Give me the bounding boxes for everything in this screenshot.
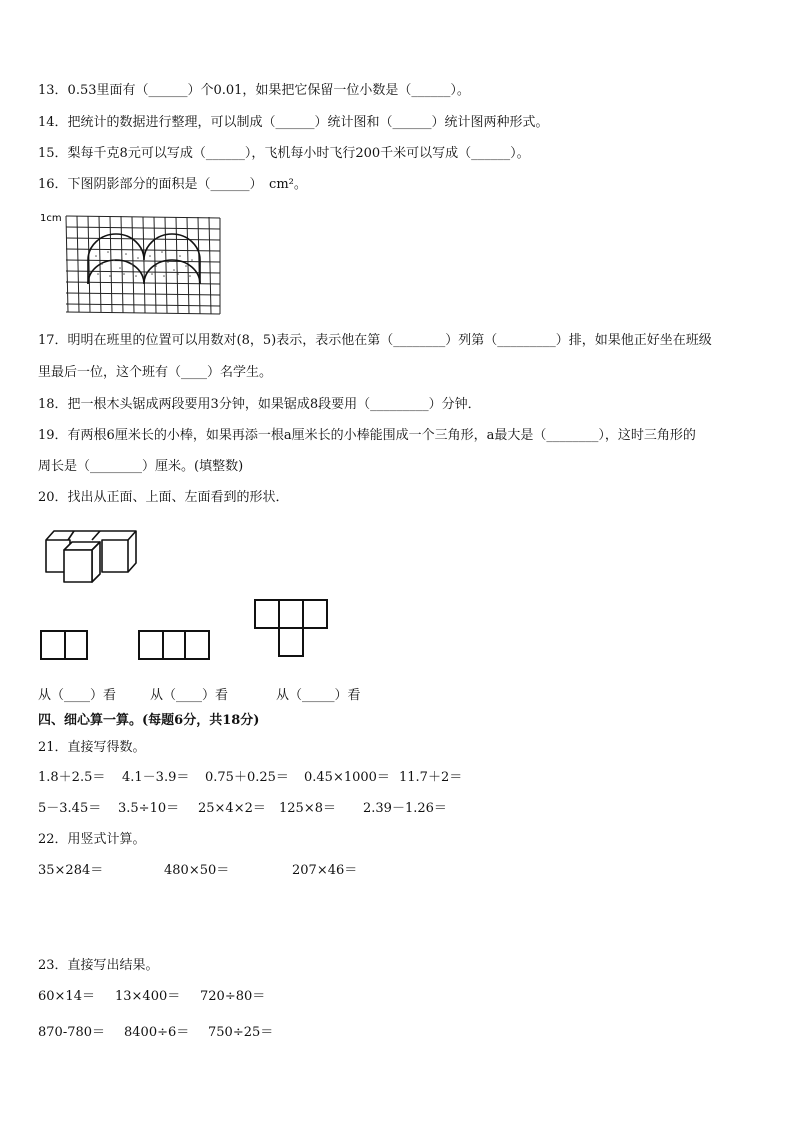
calc-item: 11.7＋2＝ <box>399 770 463 785</box>
grid-area-figure <box>38 208 228 320</box>
view-label-3: 从（_____）看 <box>276 688 361 703</box>
grid-unit-label: 1cm <box>40 213 62 224</box>
calc-item: 750÷25＝ <box>208 1025 274 1040</box>
question-15: 15．梨每千克8元可以写成（______），飞机每小时飞行200千米可以写成（______）。 <box>38 146 530 161</box>
question-18: 18．把一根木头锯成两段要用3分钟，如果锯成8段要用（_________）分钟． <box>38 397 481 412</box>
calc-item: 0.75＋0.25＝ <box>205 770 289 785</box>
calc-item: 125×8＝ <box>279 801 336 816</box>
question-21: 21．直接写得数。 <box>38 740 146 755</box>
calc-item: 4.1－3.9＝ <box>122 770 190 785</box>
calc-item: 1.8＋2.5＝ <box>38 770 106 785</box>
vertical-calc-item: 207×46＝ <box>292 863 358 878</box>
question-17-line1: 17．明明在班里的位置可以用数对(8，5)表示，表示他在第（________）列第（_________）排，如果他正好坐在班级 <box>38 333 712 348</box>
question-19-line1: 19．有两根6厘米长的小棒，如果再添一根a厘米长的小棒能围成一个三角形，a最大是（________），这时三角形的 <box>38 428 696 443</box>
vertical-calc-item: 480×50＝ <box>164 863 230 878</box>
cube-arrangement-figure <box>44 528 144 586</box>
grid-lines <box>66 216 220 314</box>
section-4-heading: 四、细心算一算。(每题6分，共18分) <box>38 713 260 728</box>
view-label-2: 从（____）看 <box>150 688 229 703</box>
question-20: 20．找出从正面、上面、左面看到的形状． <box>38 490 289 505</box>
question-14: 14．把统计的数据进行整理，可以制成（______）统计图和（______）统计图两种形式。 <box>38 115 549 130</box>
view-label-1: 从（____）看 <box>38 688 117 703</box>
calc-item: 60×14＝ <box>38 989 95 1004</box>
question-19-line2: 周长是（________）厘米。(填整数) <box>38 459 244 474</box>
vertical-calc-item: 35×284＝ <box>38 863 104 878</box>
calc-item: 5－3.45＝ <box>38 801 102 816</box>
calc-item: 3.5÷10＝ <box>118 801 180 816</box>
calc-item: 13×400＝ <box>115 989 181 1004</box>
view-shape-two-squares <box>40 630 90 662</box>
view-shape-t-shape <box>254 598 332 660</box>
calc-item: 8400÷6＝ <box>124 1025 190 1040</box>
view-shape-three-squares <box>138 630 212 662</box>
question-22: 22．用竖式计算。 <box>38 832 146 847</box>
question-17-line2: 里最后一位，这个班有（____）名学生。 <box>38 365 273 380</box>
question-16: 16．下图阴影部分的面积是（______） cm²。 <box>38 177 307 192</box>
calc-item: 0.45×1000＝ <box>304 770 390 785</box>
calc-item: 2.39－1.26＝ <box>363 801 447 816</box>
calc-item: 870-780＝ <box>38 1025 106 1040</box>
question-23: 23．直接写出结果。 <box>38 958 159 973</box>
calc-item: 25×4×2＝ <box>198 801 266 816</box>
calc-item: 720÷80＝ <box>200 989 266 1004</box>
question-13: 13．0.53里面有（______）个0.01，如果把它保留一位小数是（______）。 <box>38 83 470 98</box>
